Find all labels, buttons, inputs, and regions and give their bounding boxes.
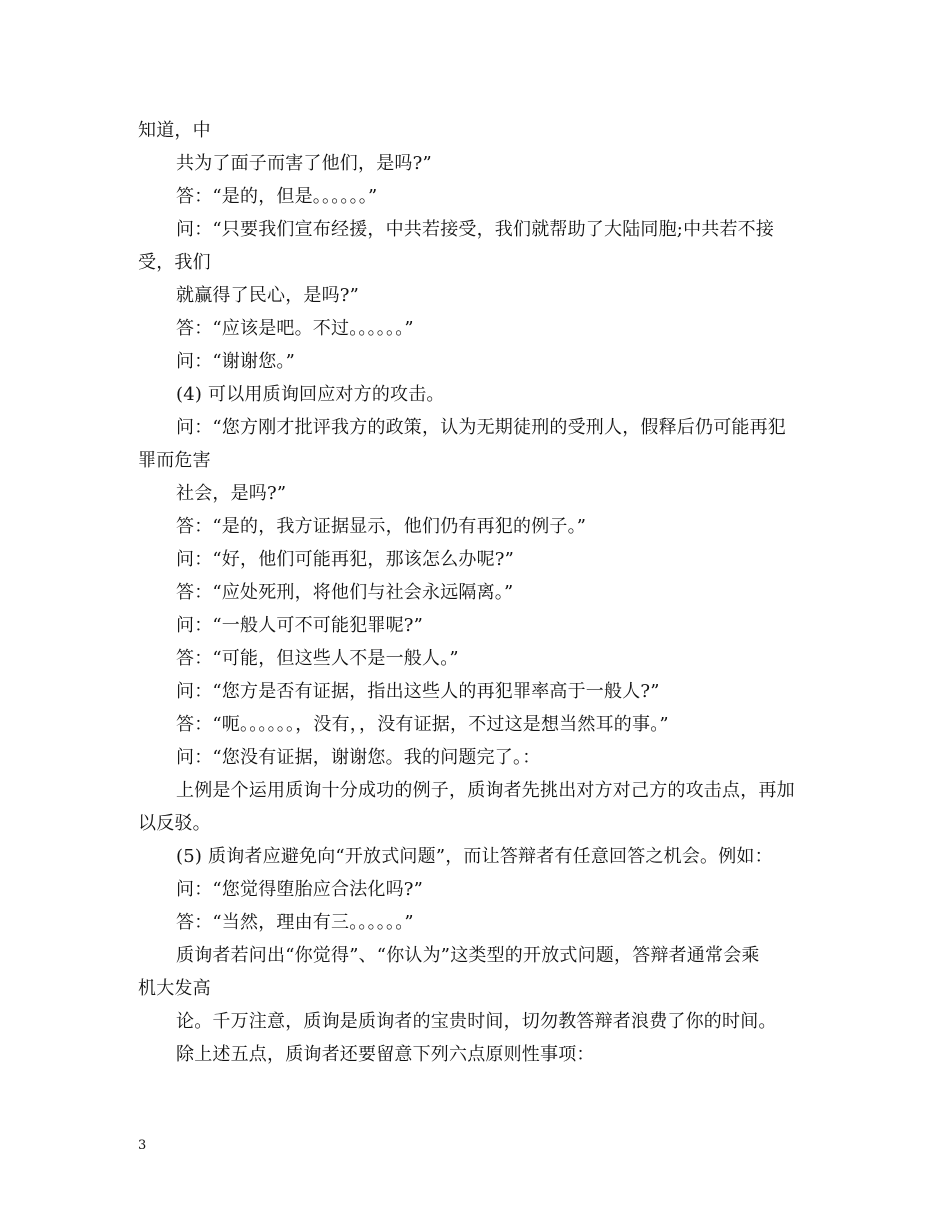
- text-line: 答：“呃。。。。。。，没有，，没有证据，不过这是想当然耳的事。”: [176, 714, 669, 735]
- text-line: 答：“应该是吧。不过。。。。。。”: [176, 318, 414, 339]
- page-number: 3: [138, 1138, 147, 1153]
- text-line: 问：“您方是否有证据，指出这些人的再犯罪率高于一般人?”: [176, 681, 660, 702]
- text-line: 答：“是的，但是。。。。。。”: [176, 186, 378, 207]
- text-line: 答：“当然，理由有三。。。。。。”: [176, 912, 414, 933]
- section-heading: (5) 质询者应避免向“开放式问题”，而让答辩者有任意回答之机会。例如：: [176, 846, 773, 867]
- text-line: 答：“可能，但这些人不是一般人。”: [176, 648, 459, 669]
- text-line: 论。千万注意，质询是质询者的宝贵时间，切勿教答辩者浪费了你的时间。: [176, 1011, 777, 1032]
- section-heading: (4) 可以用质询回应对方的攻击。: [176, 384, 445, 405]
- text-line: 社会，是吗?”: [176, 483, 287, 504]
- text-line: 受，我们: [138, 252, 211, 273]
- text-line: 就赢得了民心，是吗?”: [176, 285, 360, 306]
- text-line: 问：“谢谢您。”: [176, 351, 296, 372]
- text-line: 上例是个运用质询十分成功的例子，质询者先挑出对方对己方的攻击点，再加: [176, 780, 795, 801]
- text-line: 以反驳。: [138, 813, 211, 834]
- text-line: 共为了面子而害了他们，是吗?”: [176, 153, 432, 174]
- text-line: 问：“好，他们可能再犯，那该怎么办呢?”: [176, 549, 515, 570]
- text-line: 答：“是的，我方证据显示，他们仍有再犯的例子。”: [176, 516, 587, 537]
- text-line: 答：“应处死刑，将他们与社会永远隔离。”: [176, 582, 514, 603]
- text-line: 机大发高: [138, 978, 211, 999]
- text-line: 问：“只要我们宣布经援，中共若接受，我们就帮助了大陆同胞;中共若不接: [176, 219, 775, 240]
- text-line: 知道，中: [138, 120, 211, 141]
- text-line: 除上述五点，质询者还要留意下列六点原则性事项：: [176, 1044, 595, 1065]
- text-line: 问：“一般人可不可能犯罪呢?”: [176, 615, 424, 636]
- text-line: 罪而危害: [138, 450, 211, 471]
- text-line: 质询者若问出“你觉得”、“你认为”这类型的开放式问题，答辩者通常会乘: [176, 945, 760, 966]
- text-line: 问：“您方刚才批评我方的政策，认为无期徒刑的受刑人，假释后仍可能再犯: [176, 417, 786, 438]
- text-line: 问：“您没有证据，谢谢您。我的问题完了。：: [176, 747, 541, 768]
- text-line: 问：“您觉得堕胎应合法化吗?”: [176, 879, 424, 900]
